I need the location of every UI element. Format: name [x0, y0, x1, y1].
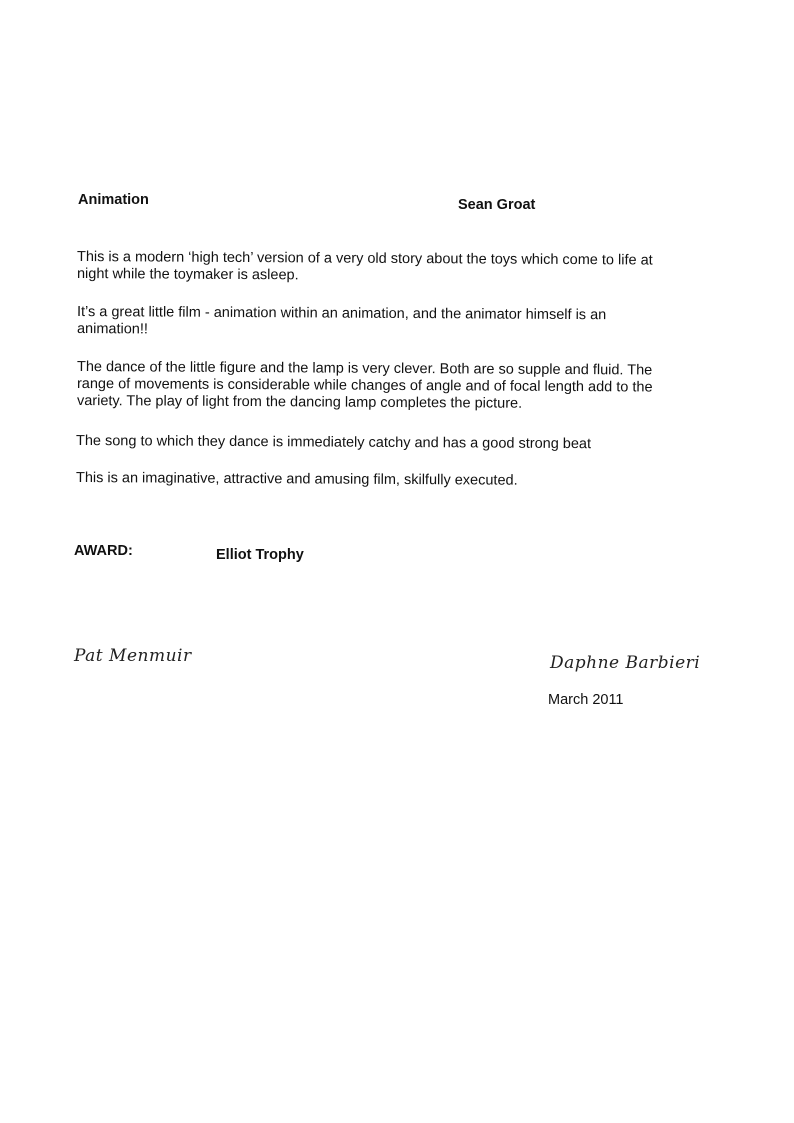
text-line: This is a modern ‘high tech’ version of a very old story about the toys which come to life at	[76, 249, 653, 269]
award-label: AWARD:	[74, 543, 133, 559]
category-heading: Animation	[78, 192, 149, 208]
text-line: range of movements is considerable while changes of angle and of focal length add to the	[76, 376, 653, 396]
text-line: The song to which they dance is immediately catchy and has a good strong beat	[75, 433, 592, 453]
signature-left: Pat Menmuir	[74, 646, 192, 666]
text-line: variety. The play of light from the dancing lamp completes the picture.	[76, 393, 523, 412]
award-value: Elliot Trophy	[216, 547, 304, 563]
text-line: night while the toymaker is asleep.	[76, 266, 299, 284]
text-line: It’s a great little film - animation within an animation, and the animator himself is an	[76, 304, 607, 324]
text-line: animation!!	[76, 321, 148, 338]
date: March 2011	[548, 692, 624, 708]
author-name: Sean Groat	[458, 197, 536, 213]
signature-right: Daphne Barbieri	[550, 653, 701, 673]
text-line: The dance of the little figure and the lamp is very clever. Both are so supple and fluid. The	[76, 359, 653, 379]
text-line: This is an imaginative, attractive and amusing film, skilfully executed.	[75, 470, 518, 489]
